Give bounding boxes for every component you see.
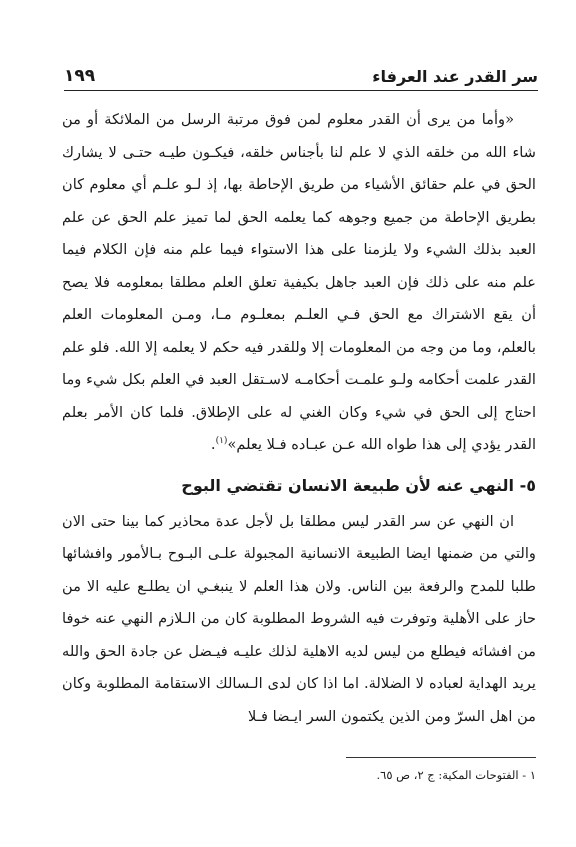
section-heading: ٥- النهي عنه لأن طبيعة الانسان تقتضي البوح bbox=[181, 475, 536, 495]
footnote: ١ - الفتوحات المكية: ج ٢، ص ٦٥. bbox=[376, 768, 536, 782]
header-title: سر القدر عند العرفاء bbox=[372, 67, 538, 86]
body-text bbox=[62, 104, 536, 733]
footnote-reference: (١) bbox=[215, 436, 228, 447]
running-header bbox=[64, 56, 538, 91]
page-number: ١٩٩ bbox=[64, 66, 96, 86]
paragraph-text: «وأما من يرى أن القدر معلوم لمن فوق مرتبة الرسل من الملائكة أو من شاء الله من خلقه الذي لا علم لنا بأجناس خلقه، فيكـون طيـه حتـى لا يشارك الحق في علم حقائق الأشياء من طريق الإحاطة بها، إذ لـو علـم أي معلوم كان بطريق الإحاطة من جميع وجوهه كما يعلمه الحق لما تميز علم الحق عن علم العبد بذلك الشيء ولا يلزمنا على هذا الاستواء فيما علم منه فإن الكلام فيما علم منه على ذلك فإن العبد جاهل بكيفية تعلق العلم مطلقا بمعلومه فلا يصح أن يقع الاشتراك مع الحق فـي العلـم بمعلـوم مـا، ومـن المعلومات العلم بالعلم، وما من وجه من المعلومات إلا وللقدر فيه حكم لا يعلمه إلا الله. فلو علم القدر علمت أحكامه ولـو علمـت أحكامـه لاسـتقل العبد في العلم بكل شيء وما احتاج إلى الحق في شيء وكان الغني له على الإطلاق. فلما كان الأمر بعلم القدر يؤدي إلى هذا طواه الله عـن عبـاده فـلا يعلم» bbox=[62, 111, 536, 453]
paragraph: ان النهي عن سر القدر ليس مطلقا بل لأجل عدة محاذير كما بينا حتى الان والتي من ضمنها ايضا الطبيعة الانسانية المجبولة علـى البـوح بـالأمور وافشائها طلبا للمدح والرفعة بين الناس. ولان هذا العلم لا ينبغـي ان يطلـع عليه الا من حاز على الأهلية وتوفرت فيه الشروط المطلوبة كان من الـلازم النهي عنه خوفا من افشائه فيطلع من ليس لديه الاهلية لذلك عليـه فيـضل عن جادة الحق والله يريد الهداية لعباده لا الضلالة. اما اذا كان لدى الـسالك الاستقامة المطلوبة وكان من اهل السرّ ومن الذين يكتمون السر ايـضا فـلا bbox=[62, 512, 536, 725]
paragraph bbox=[62, 104, 536, 462]
paragraph-end: . bbox=[210, 436, 216, 453]
footnote-divider bbox=[346, 757, 536, 758]
